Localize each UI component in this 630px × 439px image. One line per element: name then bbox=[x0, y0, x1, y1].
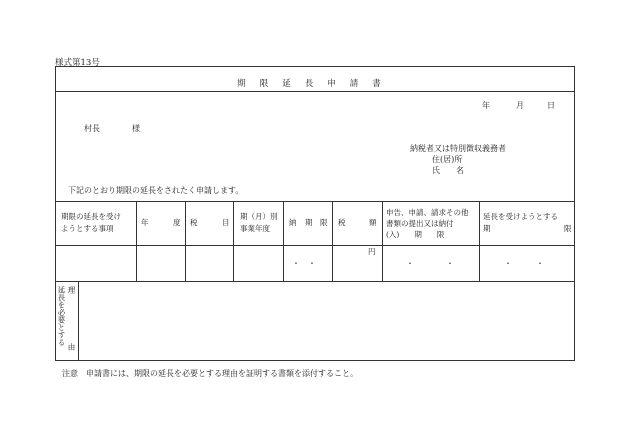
application-form bbox=[55, 66, 575, 361]
date-day: 日 bbox=[547, 101, 555, 110]
applicant-name: 氏 名 bbox=[432, 166, 464, 175]
header-tax-item-2: 目 bbox=[222, 218, 230, 227]
header-fiscal-year-1: 年 bbox=[141, 218, 149, 227]
applicant-address: 住(居)所 bbox=[432, 155, 463, 164]
header-tax-item-1: 税 bbox=[190, 218, 198, 227]
header-target-1: 期限の延長を受け bbox=[61, 212, 121, 221]
header-business-year-1: 期（月）別 bbox=[240, 212, 278, 221]
header-filing-2: 書類の提出又は納付 bbox=[386, 219, 454, 228]
date-year: 年 bbox=[482, 101, 490, 110]
payment-deadline-dots: ・ ・ bbox=[292, 259, 316, 268]
table-top bbox=[56, 201, 574, 202]
filing-deadline-dots: ・ ・ bbox=[406, 259, 454, 268]
header-fiscal-year-2: 度 bbox=[173, 218, 181, 227]
header-divider bbox=[56, 245, 574, 246]
form-number: 様式第13号 bbox=[55, 58, 100, 68]
header-target-2: ようとする事項 bbox=[61, 224, 114, 233]
header-extended-1: 延長を受けようとする bbox=[483, 212, 558, 221]
header-payment-1: 納 bbox=[289, 218, 297, 227]
reason-label-right-bottom: 由 bbox=[67, 343, 76, 351]
header-filing-3: (入) 期 限 bbox=[386, 230, 445, 239]
row-divider bbox=[56, 281, 574, 282]
reason-label-left: 延長を必要とする bbox=[57, 286, 66, 346]
yen-unit: 円 bbox=[368, 247, 376, 256]
applicant-label: 納税者又は特別徴収義務者 bbox=[410, 144, 506, 153]
reason-field[interactable] bbox=[80, 283, 570, 357]
col-line-4 bbox=[283, 201, 284, 281]
footnote: 注意 申請書には、期限の延長を必要とする理由を証明する書類を添付すること。 bbox=[62, 369, 358, 378]
extended-deadline-dots: ・ ・ bbox=[504, 259, 544, 268]
date-month: 月 bbox=[516, 101, 524, 110]
intro-text: 下記のとおり期限の延長をされたく申請します。 bbox=[68, 186, 244, 195]
addressee-office: 村長 bbox=[84, 124, 100, 133]
col-line-6 bbox=[382, 201, 383, 281]
header-business-year-2: 事業年度 bbox=[240, 224, 270, 233]
addressee-honorific: 様 bbox=[132, 124, 140, 133]
header-payment-3: 限 bbox=[320, 218, 328, 227]
header-payment-2: 期 bbox=[305, 218, 313, 227]
reason-label-divider bbox=[78, 281, 79, 360]
header-filing-1: 申告、申請、請求その他 bbox=[386, 208, 469, 217]
title-divider bbox=[56, 91, 574, 92]
col-line-2 bbox=[185, 201, 186, 281]
col-line-1 bbox=[136, 201, 137, 281]
reason-label-right-top: 理 bbox=[67, 286, 76, 294]
header-tax-amount-1: 税 bbox=[338, 218, 346, 227]
col-line-7 bbox=[479, 201, 480, 281]
header-extended-2: 期 bbox=[483, 224, 491, 233]
header-extended-3: 限 bbox=[564, 224, 572, 233]
col-line-3 bbox=[233, 201, 234, 281]
header-tax-amount-2: 額 bbox=[369, 218, 377, 227]
col-line-5 bbox=[332, 201, 333, 281]
form-title: 期限延長申請書 bbox=[237, 79, 395, 89]
